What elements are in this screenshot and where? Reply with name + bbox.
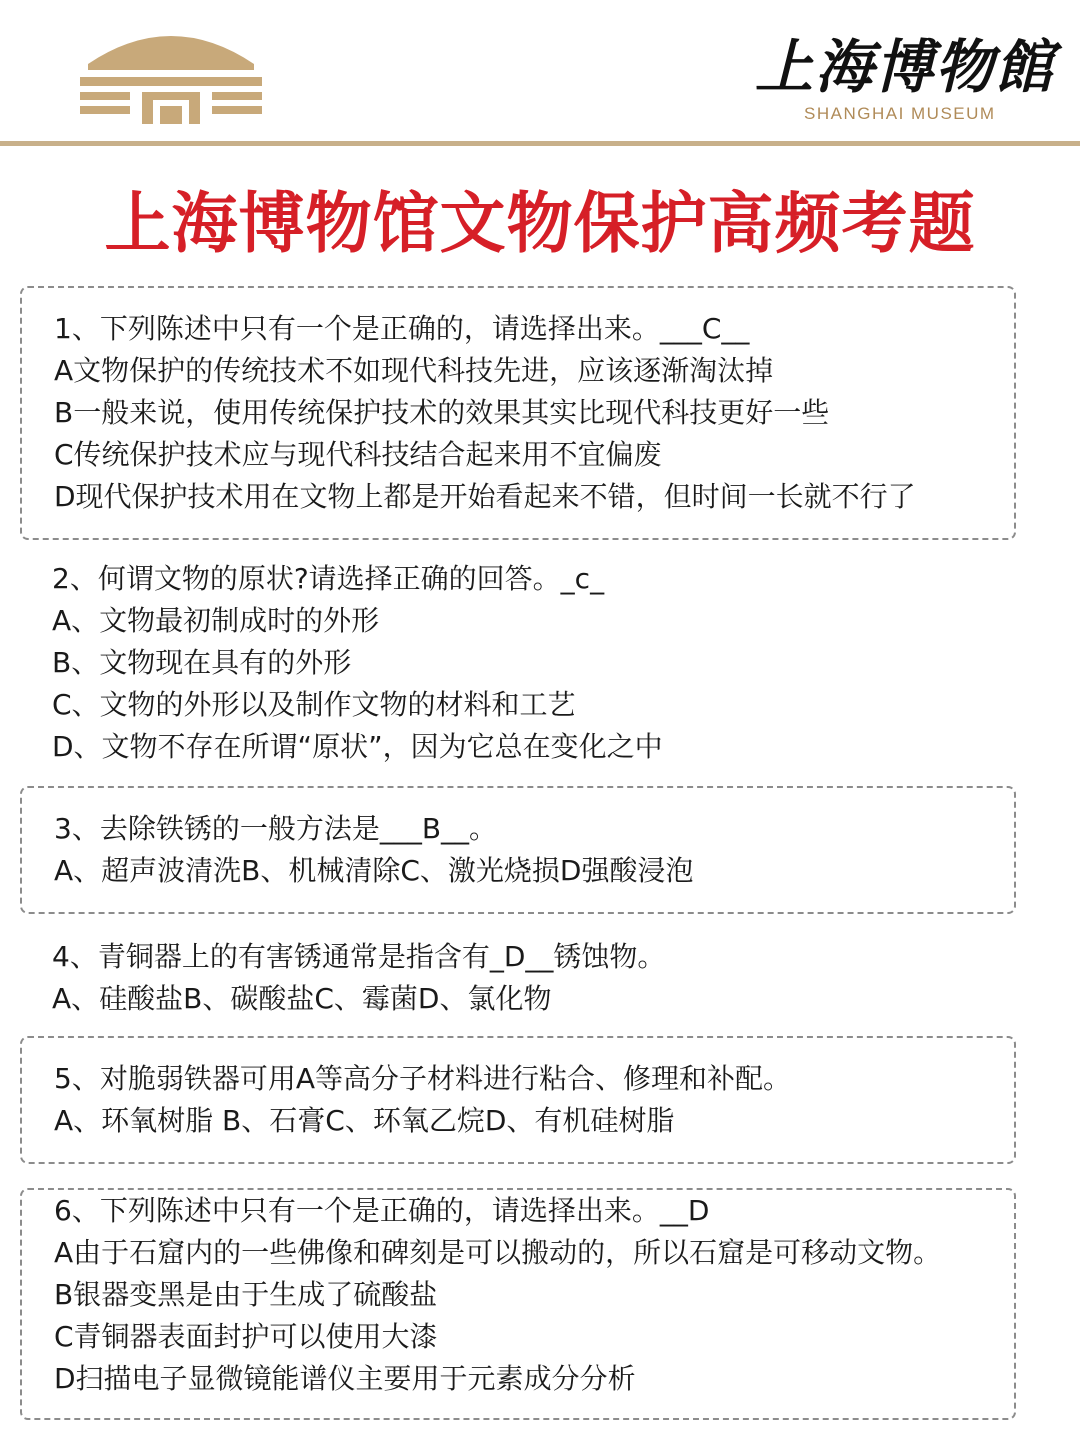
option-list: A、环氧树脂 B、石膏C、环氧乙烷D、有机硅树脂	[54, 1104, 675, 1137]
shanghai-museum-building-icon	[80, 14, 262, 124]
option-c: C、文物的外形以及制作文物的材料和工艺	[52, 688, 576, 721]
header	[0, 0, 1080, 146]
page-title: 上海博物馆文物保护高频考题	[104, 184, 976, 262]
question-text: 5、对脆弱铁器可用A等高分子材料进行粘合、修理和补配。	[54, 1062, 791, 1095]
question-text: 4、青铜器上的有害锈通常是指含有_D__锈蚀物。	[52, 940, 666, 973]
option-c: C传统保护技术应与现代科技结合起来用不宜偏废	[54, 438, 662, 471]
question-text: 6、下列陈述中只有一个是正确的，请选择出来。__D	[54, 1194, 710, 1227]
header-divider	[0, 141, 1080, 146]
option-b: B银器变黑是由于生成了硫酸盐	[54, 1278, 438, 1311]
question-text: 2、何谓文物的原状?请选择正确的回答。_c_	[52, 562, 605, 595]
option-c: C青铜器表面封护可以使用大漆	[54, 1320, 438, 1353]
option-a: A文物保护的传统技术不如现代科技先进，应该逐渐淘汰掉	[54, 354, 774, 387]
question-text: 3、去除铁锈的一般方法是___B__。	[54, 812, 498, 845]
question-card-6	[20, 1188, 1016, 1420]
option-d: D扫描电子显微镜能谱仪主要用于元素成分分析	[54, 1362, 636, 1395]
brand-name-chinese: 上海博物館	[755, 33, 1056, 101]
question-card-3	[20, 786, 1016, 914]
question-card-2	[20, 556, 1016, 768]
option-d: D、文物不存在所谓“原状”，因为它总在变化之中	[52, 730, 663, 763]
option-b: B一般来说，使用传统保护技术的效果其实比现代科技更好一些	[54, 396, 830, 429]
brand-name-english: SHANGHAI MUSEUM	[804, 104, 996, 123]
question-card-1	[20, 286, 1016, 540]
option-a: A由于石窟内的一些佛像和碑刻是可以搬动的，所以石窟是可移动文物。	[54, 1236, 942, 1269]
option-a: A、文物最初制成时的外形	[52, 604, 380, 637]
option-list: A、超声波清洗B、机械清除C、激光烧损D强酸浸泡	[54, 854, 694, 887]
question-text: 1、下列陈述中只有一个是正确的，请选择出来。___C__	[54, 312, 750, 345]
question-card-4	[20, 934, 1016, 1024]
question-card-5	[20, 1036, 1016, 1164]
option-list: A、硅酸盐B、碳酸盐C、霉菌D、氯化物	[52, 982, 552, 1015]
option-d: D现代保护技术用在文物上都是开始看起来不错，但时间一长就不行了	[54, 480, 916, 513]
option-b: B、文物现在具有的外形	[52, 646, 352, 679]
